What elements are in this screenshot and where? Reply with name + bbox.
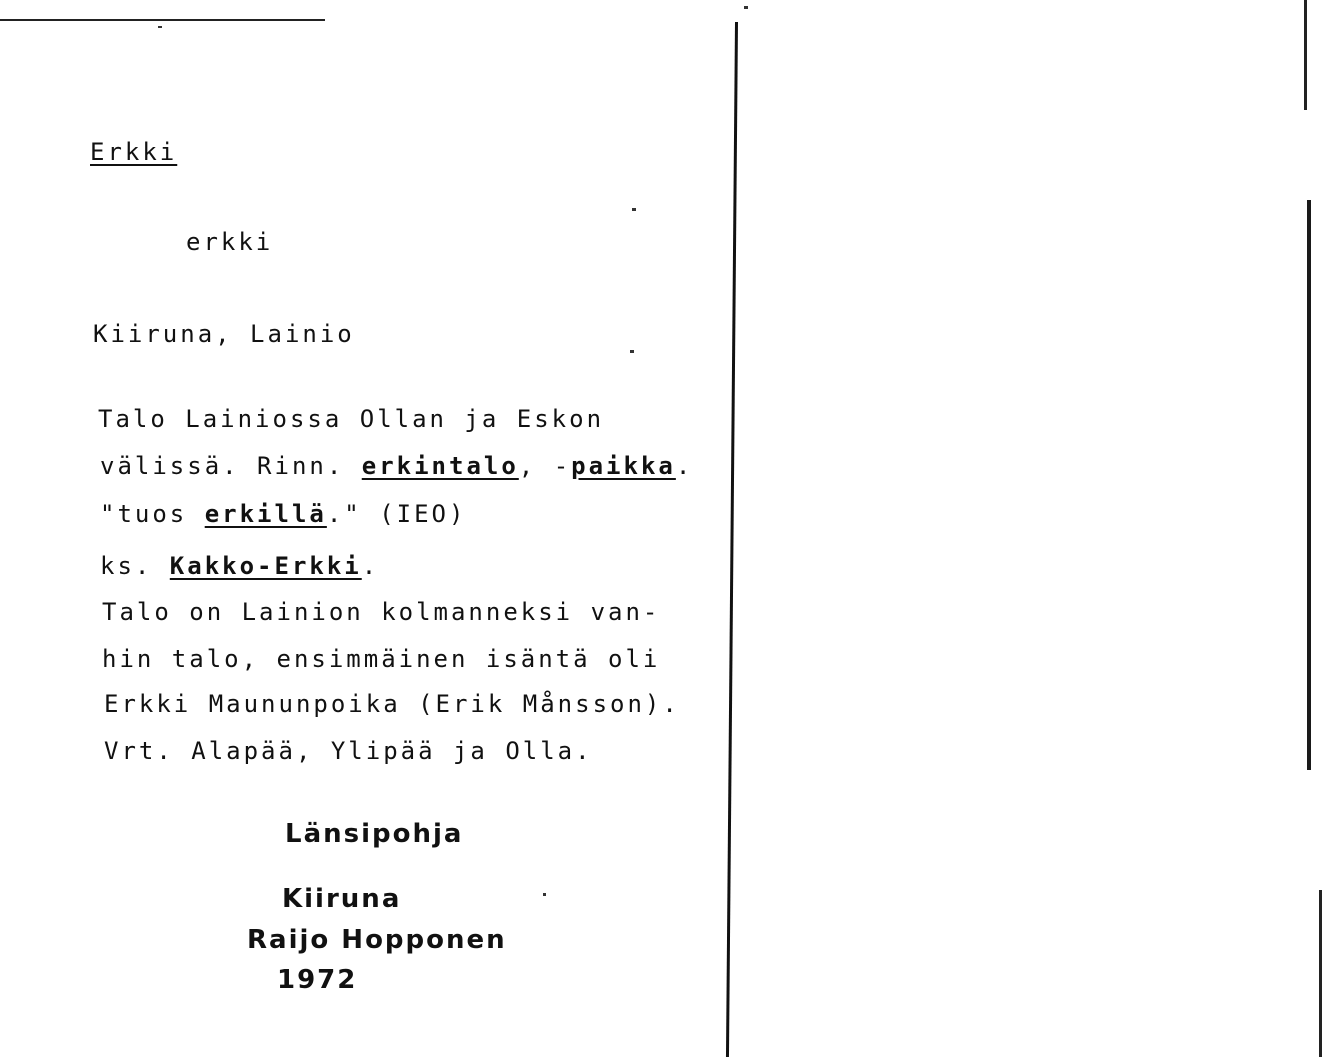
body-line-6: hin talo, ensimmäinen isäntä oli [102,645,661,673]
card-edge-line [1307,200,1311,770]
body-line-2 [100,452,693,480]
body-line-1: Talo Lainiossa Ollan ja Eskon [98,405,605,433]
card-fold-line [726,22,738,1057]
cross-reference-term: Kakko-Erkki [169,552,362,580]
location-line: Kiiruna, Lainio [93,320,355,348]
underlined-term: paikka [571,452,676,480]
body-line-7: Erkki Maununpoika (Erik Månsson). [104,690,680,718]
underlined-term: erkillä [204,500,327,528]
body-line-3 [100,500,466,528]
entry-heading: Erkki [90,138,178,166]
scan-speck [630,350,634,353]
stamp-region: Länsipohja [285,819,464,849]
dialect-form: erkki [186,228,274,256]
stamp-parish: Kiiruna [282,884,402,914]
body-text: ks. [100,552,170,580]
stamp-year: 1972 [277,965,358,995]
body-text: "tuos [100,500,205,528]
body-line-4 [100,552,379,580]
body-line-8: Vrt. Alapää, Ylipää ja Olla. [104,737,593,765]
body-text: ." (IEO) [326,500,467,528]
card-edge-line [1304,0,1307,110]
stamp-collector: Raijo Hopponen [247,925,507,955]
body-line-5: Talo on Lainion kolmanneksi van- [102,598,661,626]
scan-speck [543,893,546,896]
underlined-term: erkintalo [361,452,519,480]
scan-edge-line [0,19,325,21]
scan-speck [744,6,748,9]
card-edge-line [1319,890,1322,1057]
body-text: välissä. Rinn. [100,452,362,480]
scan-speck [632,208,636,211]
scan-speck [158,26,162,28]
body-text: . [675,452,694,480]
body-text: , - [518,452,572,480]
body-text: . [361,552,380,580]
